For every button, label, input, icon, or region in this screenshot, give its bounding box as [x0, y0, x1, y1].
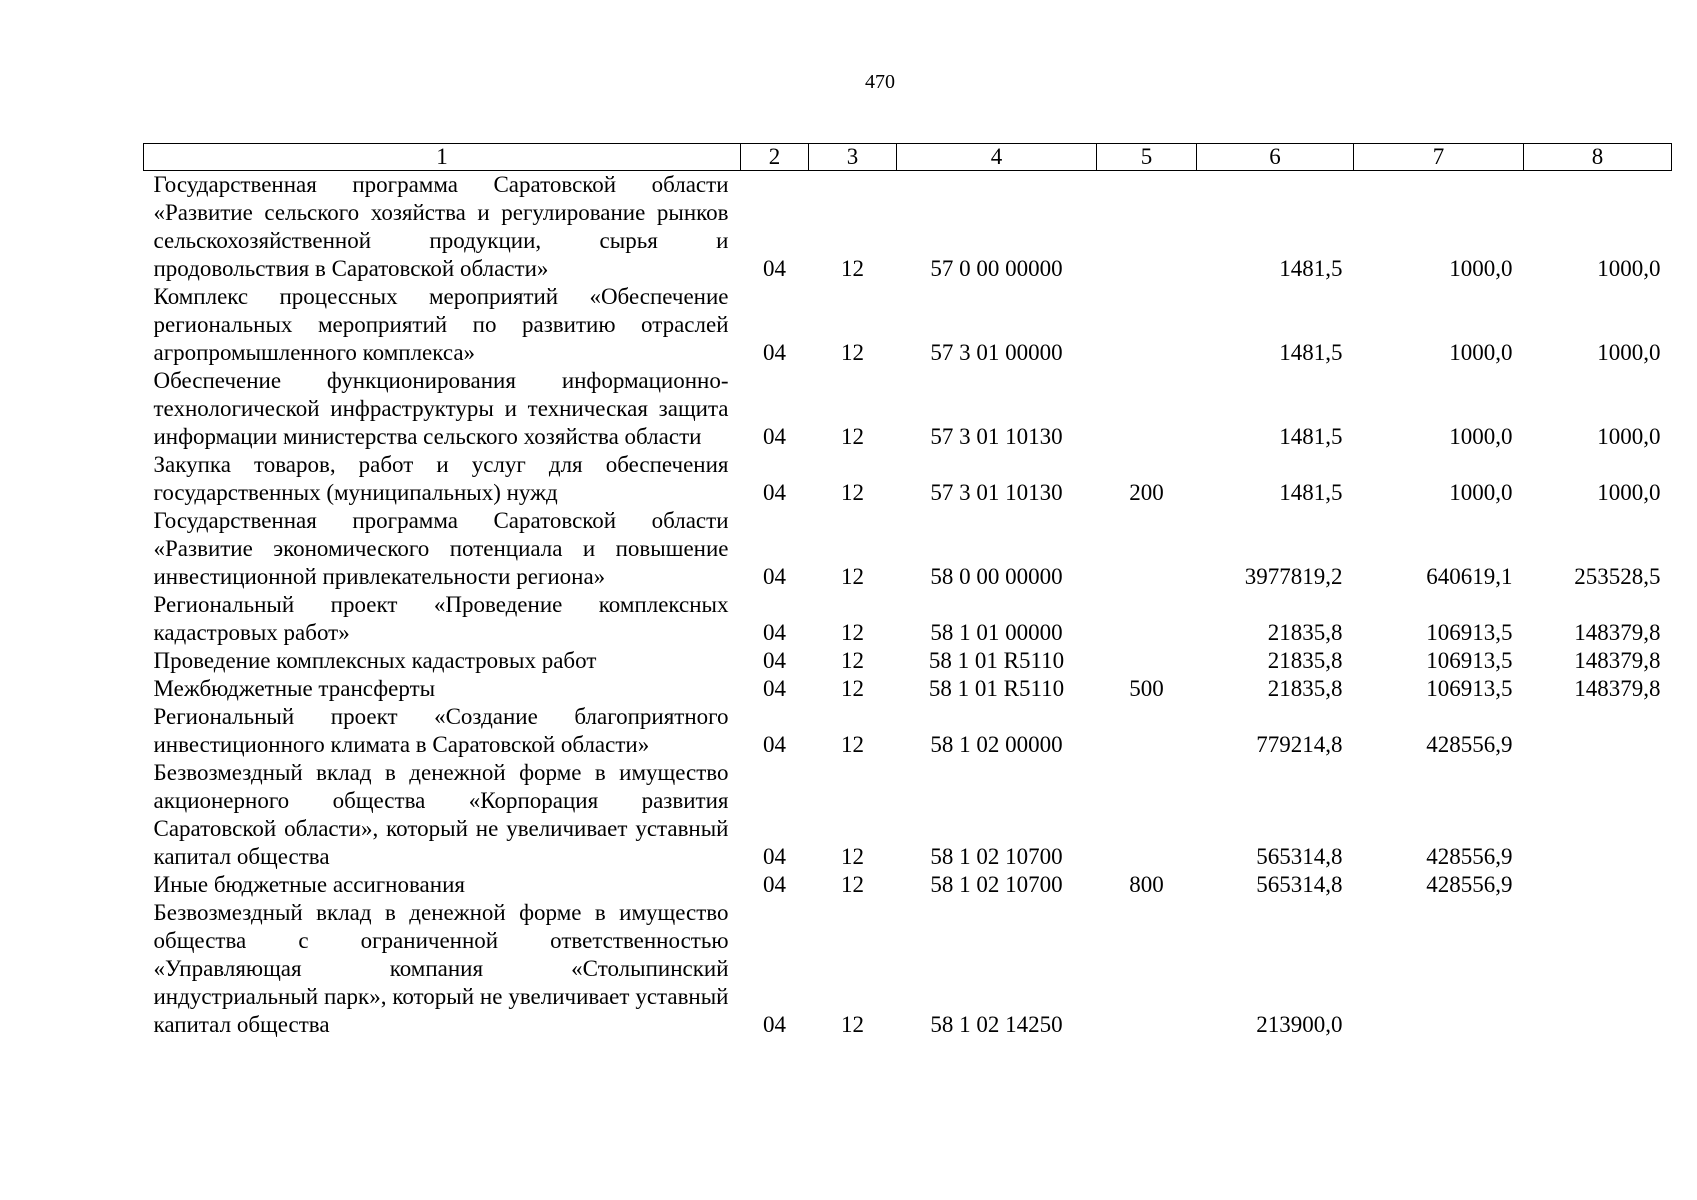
target-article-cell: 58 1 01 00000 [930, 620, 1063, 645]
target-article-cell: 58 1 01 R5110 [928, 676, 1065, 701]
amount-col8-cell [1524, 871, 1672, 899]
column-header-5: 5 [1097, 144, 1197, 171]
target-article-cell: 57 3 01 10130 [930, 480, 1063, 505]
table-row [144, 899, 1672, 1039]
subsection-code-cell: 12 [841, 424, 864, 449]
subsection-code-cell: 12 [841, 1012, 864, 1037]
subsection-code-cell: 12 [841, 340, 864, 365]
section-code-cell: 04 [763, 1012, 786, 1037]
table-row [144, 759, 1672, 871]
amount-col8-cell [1524, 703, 1672, 759]
table-row [144, 451, 1672, 507]
subsection-code-cell: 12 [841, 256, 864, 281]
row-name-cell: Обеспечение функционирования информационно-технологической инфраструктуры и техническая защита информации министерства сельского хозяйства области [153, 368, 729, 449]
amount-col6-cell: 565314,8 [1256, 872, 1343, 897]
budget-table [143, 143, 1672, 1039]
section-code-cell: 04 [763, 844, 786, 869]
table-row [144, 871, 1672, 899]
amount-col6-cell: 1481,5 [1279, 480, 1343, 505]
amount-col8-cell: 148379,8 [1574, 648, 1661, 673]
table-header [144, 144, 1672, 171]
row-name-cell: Межбюджетные трансферты [153, 676, 436, 701]
table-row [144, 675, 1672, 703]
amount-col7-cell: 640619,1 [1426, 564, 1513, 589]
expense-type-cell [1097, 367, 1197, 451]
amount-col8-cell: 1000,0 [1597, 256, 1661, 281]
amount-col7-cell: 1000,0 [1449, 480, 1513, 505]
amount-col6-cell: 21835,8 [1267, 620, 1343, 645]
target-article-cell: 57 3 01 10130 [930, 424, 1063, 449]
expense-type-cell [1097, 171, 1197, 284]
table-row [144, 647, 1672, 675]
expense-type-cell: 200 [1129, 480, 1164, 505]
table-row [144, 703, 1672, 759]
row-name-cell: Проведение комплексных кадастровых работ [153, 648, 597, 673]
amount-col6-cell: 779214,8 [1256, 732, 1343, 757]
row-name-cell: Безвозмездный вклад в денежной форме в имущество общества с ограниченной ответственностью «Управляющая компания «Столыпинский индустриальный парк», который не увеличивает уставный капитал общества [153, 900, 729, 1037]
table-row [144, 367, 1672, 451]
expense-type-cell [1097, 899, 1197, 1039]
amount-col7-cell: 106913,5 [1426, 648, 1513, 673]
expense-type-cell: 500 [1129, 676, 1164, 701]
expense-type-cell [1097, 507, 1197, 591]
amount-col8-cell: 1000,0 [1597, 424, 1661, 449]
target-article-cell: 57 0 00 00000 [930, 256, 1063, 281]
table-row [144, 591, 1672, 647]
subsection-code-cell: 12 [841, 564, 864, 589]
row-name-cell: Региональный проект «Создание благоприятного инвестиционного климата в Саратовской области» [153, 704, 729, 757]
section-code-cell: 04 [763, 732, 786, 757]
subsection-code-cell: 12 [841, 620, 864, 645]
amount-col6-cell: 1481,5 [1279, 340, 1343, 365]
section-code-cell: 04 [763, 340, 786, 365]
section-code-cell: 04 [763, 620, 786, 645]
page-number: 470 [865, 71, 895, 93]
amount-col8-cell: 253528,5 [1574, 564, 1661, 589]
target-article-cell: 58 1 01 R5110 [928, 648, 1065, 673]
column-header-8: 8 [1524, 144, 1672, 171]
subsection-code-cell: 12 [841, 732, 864, 757]
amount-col6-cell: 1481,5 [1279, 424, 1343, 449]
column-header-6: 6 [1197, 144, 1354, 171]
amount-col7-cell: 1000,0 [1449, 424, 1513, 449]
amount-col6-cell: 565314,8 [1256, 844, 1343, 869]
subsection-code-cell: 12 [841, 480, 864, 505]
section-code-cell: 04 [763, 648, 786, 673]
amount-col7-cell [1354, 899, 1524, 1039]
amount-col6-cell: 3977819,2 [1244, 564, 1343, 589]
column-header-3: 3 [809, 144, 897, 171]
column-header-7: 7 [1354, 144, 1524, 171]
amount-col7-cell: 428556,9 [1426, 732, 1513, 757]
target-article-cell: 58 1 02 00000 [930, 732, 1063, 757]
row-name-cell: Региональный проект «Проведение комплексных кадастровых работ» [153, 592, 729, 645]
amount-col7-cell: 1000,0 [1449, 256, 1513, 281]
amount-col8-cell [1524, 899, 1672, 1039]
row-name-cell: Закупка товаров, работ и услуг для обеспечения государственных (муниципальных) нужд [153, 452, 729, 505]
table-body [144, 171, 1672, 1040]
amount-col6-cell: 21835,8 [1267, 648, 1343, 673]
expense-type-cell [1097, 759, 1197, 871]
amount-col6-cell: 21835,8 [1267, 676, 1343, 701]
section-code-cell: 04 [763, 564, 786, 589]
amount-col7-cell: 1000,0 [1449, 340, 1513, 365]
column-header-4: 4 [897, 144, 1097, 171]
target-article-cell: 58 1 02 10700 [930, 872, 1063, 897]
amount-col7-cell: 106913,5 [1426, 620, 1513, 645]
row-name-cell: Государственная программа Саратовской области «Развитие экономического потенциала и повышение инвестиционной привлекательности региона» [153, 508, 729, 589]
row-name-cell: Иные бюджетные ассигнования [153, 872, 465, 897]
expense-type-cell [1097, 647, 1197, 675]
table-row [144, 507, 1672, 591]
table-row [144, 283, 1672, 367]
amount-col8-cell: 1000,0 [1597, 340, 1661, 365]
row-name-cell: Безвозмездный вклад в денежной форме в имущество акционерного общества «Корпорация развития Саратовской области», который не увеличивает уставный капитал общества [153, 760, 729, 869]
section-code-cell: 04 [763, 872, 786, 897]
row-name-cell: Государственная программа Саратовской области «Развитие сельского хозяйства и регулирование рынков сельскохозяйственной продукции, сырья и продовольствия в Саратовской области» [153, 172, 729, 281]
header-row [144, 144, 1672, 171]
table-row [144, 171, 1672, 284]
column-header-2: 2 [741, 144, 809, 171]
target-article-cell: 57 3 01 00000 [930, 340, 1063, 365]
subsection-code-cell: 12 [841, 872, 864, 897]
subsection-code-cell: 12 [841, 676, 864, 701]
target-article-cell: 58 0 00 00000 [930, 564, 1063, 589]
subsection-code-cell: 12 [841, 648, 864, 673]
expense-type-cell [1097, 591, 1197, 647]
column-header-1: 1 [144, 144, 741, 171]
row-name-cell: Комплекс процессных мероприятий «Обеспечение региональных мероприятий по развитию отраслей агропромышленного комплекса» [153, 284, 729, 365]
amount-col7-cell: 106913,5 [1426, 676, 1513, 701]
section-code-cell: 04 [763, 256, 786, 281]
amount-col8-cell: 148379,8 [1574, 620, 1661, 645]
section-code-cell: 04 [763, 676, 786, 701]
section-code-cell: 04 [763, 424, 786, 449]
target-article-cell: 58 1 02 10700 [930, 844, 1063, 869]
amount-col6-cell: 1481,5 [1279, 256, 1343, 281]
amount-col8-cell: 1000,0 [1597, 480, 1661, 505]
amount-col7-cell: 428556,9 [1426, 844, 1513, 869]
target-article-cell: 58 1 02 14250 [930, 1012, 1063, 1037]
expense-type-cell [1097, 703, 1197, 759]
expense-type-cell [1097, 283, 1197, 367]
expense-type-cell: 800 [1129, 872, 1164, 897]
amount-col8-cell: 148379,8 [1574, 676, 1661, 701]
section-code-cell: 04 [763, 480, 786, 505]
amount-col8-cell [1524, 759, 1672, 871]
amount-col7-cell: 428556,9 [1426, 872, 1513, 897]
subsection-code-cell: 12 [841, 844, 864, 869]
amount-col6-cell: 213900,0 [1256, 1012, 1343, 1037]
